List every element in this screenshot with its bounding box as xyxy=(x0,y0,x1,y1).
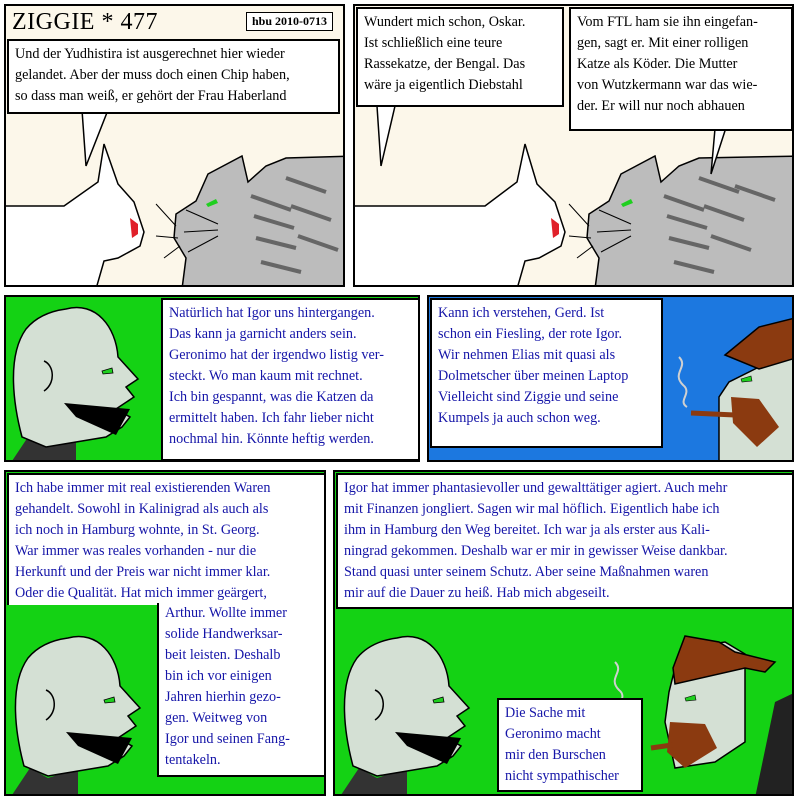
comic-title: ZIGGIE * 477 xyxy=(12,9,158,35)
speech-bubble-5: Kann ich verstehen, Gerd. Ist schon ein Fiesling, der rote Igor. Wir nehmen Elias mit quasi als Dolmetscher über meinen Laptop Vielleicht sind Ziggie und seine Kumpels ja auch schon weg. xyxy=(430,298,663,448)
speech-bubble-2: Wundert mich schon, Oskar. Ist schließlich eine teure Rassekatze, der Bengal. Das wäre ja eigentlich Diebstahl xyxy=(356,7,564,107)
panel-2 xyxy=(353,4,794,287)
panel-1 xyxy=(4,4,345,287)
speech-bubble-7: Igor hat immer phantasievoller und gewalttätiger agiert. Auch mehr mit Finanzen jongliert. Sagen wir mal höflich. Eigentlich habe ich ihm in Hamburg den Weg bereitet. Ich war ja als erster aus Kali- ningrad gekommen. Deshalb war er mir in gewisser Weise dankbar. Stand quasi unter seinem Schutz. Aber seine Maßnahmen waren mir auf die Dauer zu heiß. Hab mich abgeseilt. xyxy=(336,473,794,609)
panel-3 xyxy=(4,295,420,462)
speech-bubble-1: Und der Yudhistira ist ausgerechnet hier wieder gelandet. Aber der muss doch einen Chip haben, so dass man weiß, er gehört der Frau Haberland xyxy=(7,39,340,114)
panel-4 xyxy=(427,295,794,462)
speech-bubble-6a: Ich habe immer mit real existierenden Waren gehandelt. Sowohl in Kalinigrad als auch als ich noch in Hamburg wohnte, in St. Georg. War immer was reales vorhanden - nur die Herkunft und der Preis war nicht immer klar. Oder die Qualität. Hat mich immer geärgert, xyxy=(7,473,326,605)
speech-bubble-4: Natürlich hat Igor uns hintergangen. Das kann ja garnicht anders sein. Geronimo hat der irgendwo listig ver- steckt. Wo man kaum mit rechnet. Ich bin gespannt, was die Katzen da ermittelt haben. Ich fahr lieber nicht nochmal hin. Könnte heftig werden. xyxy=(161,298,420,461)
panel-6 xyxy=(333,470,794,796)
speech-bubble-8: Die Sache mit Geronimo macht mir den Burschen nicht sympathischer xyxy=(497,698,643,792)
speech-bubble-3: Vom FTL ham sie ihn eingefan- gen, sagt er. Mit einer rolligen Katze als Köder. Die Mutter von Wutzkermann war das wie- der. Er will nur noch abhauen xyxy=(569,7,793,131)
comic-credit: hbu 2010-0713 xyxy=(246,12,333,31)
speech-bubble-6b: Arthur. Wollte immer solide Handwerksar- beit leisten. Deshalb bin ich vor einigen Jahren hierhin gezo- gen. Weitweg von Igor und seinen Fang- tentakeln. xyxy=(157,603,326,777)
panel-5 xyxy=(4,470,326,796)
